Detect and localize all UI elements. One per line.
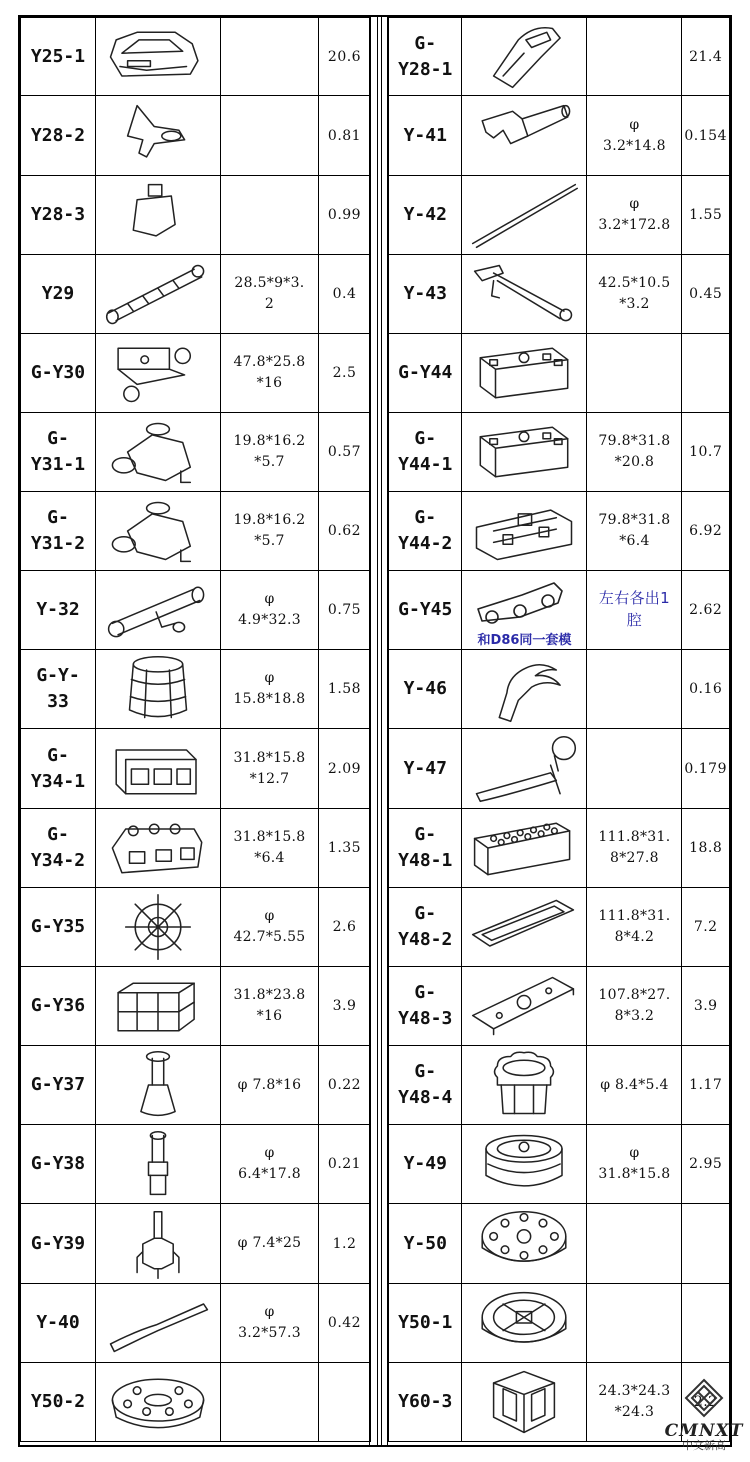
part-weight [682,1284,730,1363]
motor-box-icon [462,414,586,490]
part-code: G- Y34-1 [21,729,96,809]
part-weight: 0.22 [319,1046,371,1125]
base-plate-icon [462,968,586,1044]
cube-frame-icon [462,1364,586,1440]
part-weight: 0.154 [682,96,730,176]
part-dimensions: 31.8*15.8 *6.4 [221,809,319,888]
part-row [389,888,730,967]
part-drawing [96,967,221,1046]
part-dimensions [587,729,682,809]
part-row [389,334,730,413]
part-weight: 0.16 [682,650,730,729]
part-drawing [96,650,221,729]
jet-nose-icon [462,19,586,95]
part-drawing [462,1204,587,1284]
part-dimensions: 79.8*31.8 *20.8 [587,413,682,492]
part-dimensions [221,1363,319,1442]
part-row [21,1046,371,1125]
part-code: G-Y45 [389,571,462,650]
part-row [389,1046,730,1125]
part-weight: 0.21 [319,1125,371,1204]
round-plate-studs-icon [462,1206,586,1282]
part-dimensions [221,176,319,255]
part-code: Y28-3 [21,176,96,255]
part-drawing [462,1363,587,1442]
part-code: G- Y44-1 [389,413,462,492]
part-dimensions: 31.8*15.8 *12.7 [221,729,319,809]
clip-tube-icon [462,98,586,174]
part-weight: 0.75 [319,571,371,650]
part-drawing [462,18,587,96]
part-code: Y-47 [389,729,462,809]
bracket-part-icon [96,177,220,253]
part-dimensions [587,1284,682,1363]
brand-watermark [660,1378,748,1460]
part-weight [682,334,730,413]
motor-frame-icon [462,493,586,569]
part-weight: 0.179 [682,729,730,809]
part-row [389,1125,730,1204]
round-hub-icon [462,1047,586,1123]
part-dimensions: 28.5*9*3. 2 [221,255,319,334]
part-code: G-Y- 33 [21,650,96,729]
parts-table-right [388,17,730,1442]
part-drawing [96,729,221,809]
part-drawing [96,334,221,413]
column-separator [369,17,388,1445]
part-drawing [96,1363,221,1442]
part-code: G- Y31-2 [21,492,96,571]
turntable-ring-icon [462,1126,586,1202]
part-row [389,650,730,729]
part-code: Y29 [21,255,96,334]
part-row [389,413,730,492]
part-row [21,809,371,888]
part-code: Y-43 [389,255,462,334]
part-dimensions: φ 3.2*172.8 [587,176,682,255]
part-code: Y60-3 [389,1363,462,1442]
watermark-subtext: 中文新高 [682,1439,726,1452]
part-dimensions: φ 15.8*18.8 [221,650,319,729]
part-dimensions: 111.8*31. 8*27.8 [587,809,682,888]
part-dimensions: φ 42.7*5.55 [221,888,319,967]
chest-base-icon [96,731,220,807]
part-row [389,809,730,888]
part-code: Y-46 [389,650,462,729]
part-row [21,888,371,967]
part-weight: 0.42 [319,1284,371,1363]
part-drawing [462,729,587,809]
part-drawing [462,571,587,650]
part-weight: 1.58 [319,650,371,729]
part-dimensions [587,650,682,729]
part-code: Y-32 [21,571,96,650]
part-dimensions: φ 8.4*5.4 [587,1046,682,1125]
part-code: Y28-2 [21,96,96,176]
part-row [389,967,730,1046]
part-dimensions: 19.8*16.2 *5.7 [221,413,319,492]
part-code: G- Y28-1 [389,18,462,96]
part-drawing [96,1204,221,1284]
part-dimensions [221,96,319,176]
part-drawing [96,1046,221,1125]
part-code: G- Y48-1 [389,809,462,888]
part-dimensions: 111.8*31. 8*4.2 [587,888,682,967]
part-row [21,96,371,176]
part-drawing [96,809,221,888]
drawing-caption: 和D86同一套模 [477,632,572,648]
part-drawing [96,176,221,255]
part-drawing [462,888,587,967]
part-weight: 0.57 [319,413,371,492]
part-row [389,571,730,650]
part-row [21,1363,371,1442]
ladder-rail-icon [96,256,220,332]
part-weight: 6.92 [682,492,730,571]
part-code: G- Y31-1 [21,413,96,492]
part-row [21,967,371,1046]
part-drawing [462,334,587,413]
part-code: Y-49 [389,1125,462,1204]
part-code: G-Y38 [21,1125,96,1204]
part-weight: 0.62 [319,492,371,571]
part-code: Y-50 [389,1204,462,1284]
part-drawing [462,96,587,176]
part-dimensions: 79.8*31.8 *6.4 [587,492,682,571]
part-row [21,1125,371,1204]
part-drawing [96,571,221,650]
part-code: G- Y44-2 [389,492,462,571]
part-row [389,18,730,96]
part-row [21,1284,371,1363]
part-code: G-Y44 [389,334,462,413]
part-dimensions: φ 31.8*15.8 [587,1125,682,1204]
part-dimensions [587,1204,682,1284]
part-row [389,176,730,255]
part-dimensions [587,571,682,650]
part-drawing [96,888,221,967]
part-drawing [96,1284,221,1363]
part-dimensions: φ 7.4*25 [221,1204,319,1284]
post-fins-icon [96,1206,220,1282]
part-dimensions: 42.5*10.5 *3.2 [587,255,682,334]
part-row [389,729,730,809]
part-dimensions: 24.3*24.3 *24.3 [587,1363,682,1442]
part-weight: 7.2 [682,888,730,967]
part-dimensions: 19.8*16.2 *5.7 [221,492,319,571]
watermark-logo-icon [684,1378,724,1418]
part-drawing [462,492,587,571]
part-weight: 3.9 [682,967,730,1046]
part-code: G-Y39 [21,1204,96,1284]
part-weight: 21.4 [682,18,730,96]
part-weight: 1.35 [319,809,371,888]
part-drawing [462,967,587,1046]
axle-pin-icon [96,572,220,648]
parts-spec-sheet [18,15,732,1447]
part-drawing [96,413,221,492]
part-code: Y25-1 [21,18,96,96]
part-weight: 10.7 [682,413,730,492]
parts-table-left [20,17,371,1442]
part-weight: 0.81 [319,96,371,176]
part-drawing [462,255,587,334]
crank-arm-icon [462,256,586,332]
part-weight: 2.62 [682,571,730,650]
part-row [389,96,730,176]
pin-connector-icon [96,414,220,490]
sword-icon [462,731,586,807]
part-row [21,176,371,255]
part-dimensions [221,18,319,96]
part-row [21,18,371,96]
part-weight: 2.95 [682,1125,730,1204]
bogie-icon [462,573,586,635]
part-dimensions: φ 6.4*17.8 [221,1125,319,1204]
part-code: G-Y30 [21,334,96,413]
part-weight [319,1363,371,1442]
watermark-text: CMNXT [664,1421,744,1441]
barrel-icon [96,651,220,727]
ship-wheel-icon [96,889,220,965]
part-row [389,1204,730,1284]
part-dimensions [587,334,682,413]
part-code: G- Y48-4 [389,1046,462,1125]
part-code: Y-42 [389,176,462,255]
part-row [21,492,371,571]
part-weight: 20.6 [319,18,371,96]
part-row [389,255,730,334]
part-drawing [96,96,221,176]
part-row [21,413,371,492]
part-dimensions: 107.8*27. 8*3.2 [587,967,682,1046]
part-drawing [96,1125,221,1204]
part-weight [682,1204,730,1284]
part-weight: 3.9 [319,967,371,1046]
part-weight: 2.09 [319,729,371,809]
hook-claw-icon [462,651,586,727]
car-body-shell-icon [96,19,220,95]
part-code: G-Y35 [21,888,96,967]
part-row [21,571,371,650]
part-weight: 1.2 [319,1204,371,1284]
part-drawing [96,18,221,96]
part-drawing [462,650,587,729]
part-drawing [462,1046,587,1125]
crate-icon [96,968,220,1044]
part-weight: 2.2 [682,1363,730,1442]
part-dimensions: φ 7.8*16 [221,1046,319,1125]
post-tall-icon [96,1126,220,1202]
part-weight: 0.45 [682,255,730,334]
part-row [389,492,730,571]
chest-lid-icon [96,810,220,886]
brick-long-icon [462,810,586,886]
part-code: Y-40 [21,1284,96,1363]
part-dimensions: φ 3.2*14.8 [587,96,682,176]
part-drawing [462,1284,587,1363]
part-code: G-Y37 [21,1046,96,1125]
round-plate-icon [96,1364,220,1440]
part-code: G- Y34-2 [21,809,96,888]
axle-bracket-icon [96,335,220,411]
post-cone-icon [96,1047,220,1123]
part-row [21,1204,371,1284]
part-dimensions: φ 3.2*57.3 [221,1284,319,1363]
long-rod-icon [462,177,586,253]
part-drawing [462,413,587,492]
part-weight: 2.5 [319,334,371,413]
part-weight: 1.17 [682,1046,730,1125]
part-drawing [462,1125,587,1204]
part-code: Y50-2 [21,1363,96,1442]
part-row [21,729,371,809]
part-code: G-Y36 [21,967,96,1046]
part-drawing [462,176,587,255]
part-dimensions: 31.8*23.8 *16 [221,967,319,1046]
propeller-part-icon [96,98,220,174]
part-drawing [462,809,587,888]
motor-box-icon [462,335,586,411]
blade-icon [96,1285,220,1361]
part-dimensions [587,18,682,96]
part-code: Y50-1 [389,1284,462,1363]
part-row [21,650,371,729]
part-row [21,334,371,413]
turntable-gear-icon [462,1285,586,1361]
part-weight: 18.8 [682,809,730,888]
mold-note: 左右各出1 腔 [598,589,670,629]
part-drawing [96,255,221,334]
part-row [389,1284,730,1363]
part-weight: 0.4 [319,255,371,334]
part-weight: 2.6 [319,888,371,967]
part-drawing [96,492,221,571]
part-weight: 1.55 [682,176,730,255]
part-code: G- Y48-3 [389,967,462,1046]
frame-plate-icon [462,889,586,965]
part-row [21,255,371,334]
part-dimensions: 47.8*25.8 *16 [221,334,319,413]
part-dimensions: φ 4.9*32.3 [221,571,319,650]
pin-connector-icon [96,493,220,569]
part-code: Y-41 [389,96,462,176]
part-weight: 0.99 [319,176,371,255]
part-code: G- Y48-2 [389,888,462,967]
